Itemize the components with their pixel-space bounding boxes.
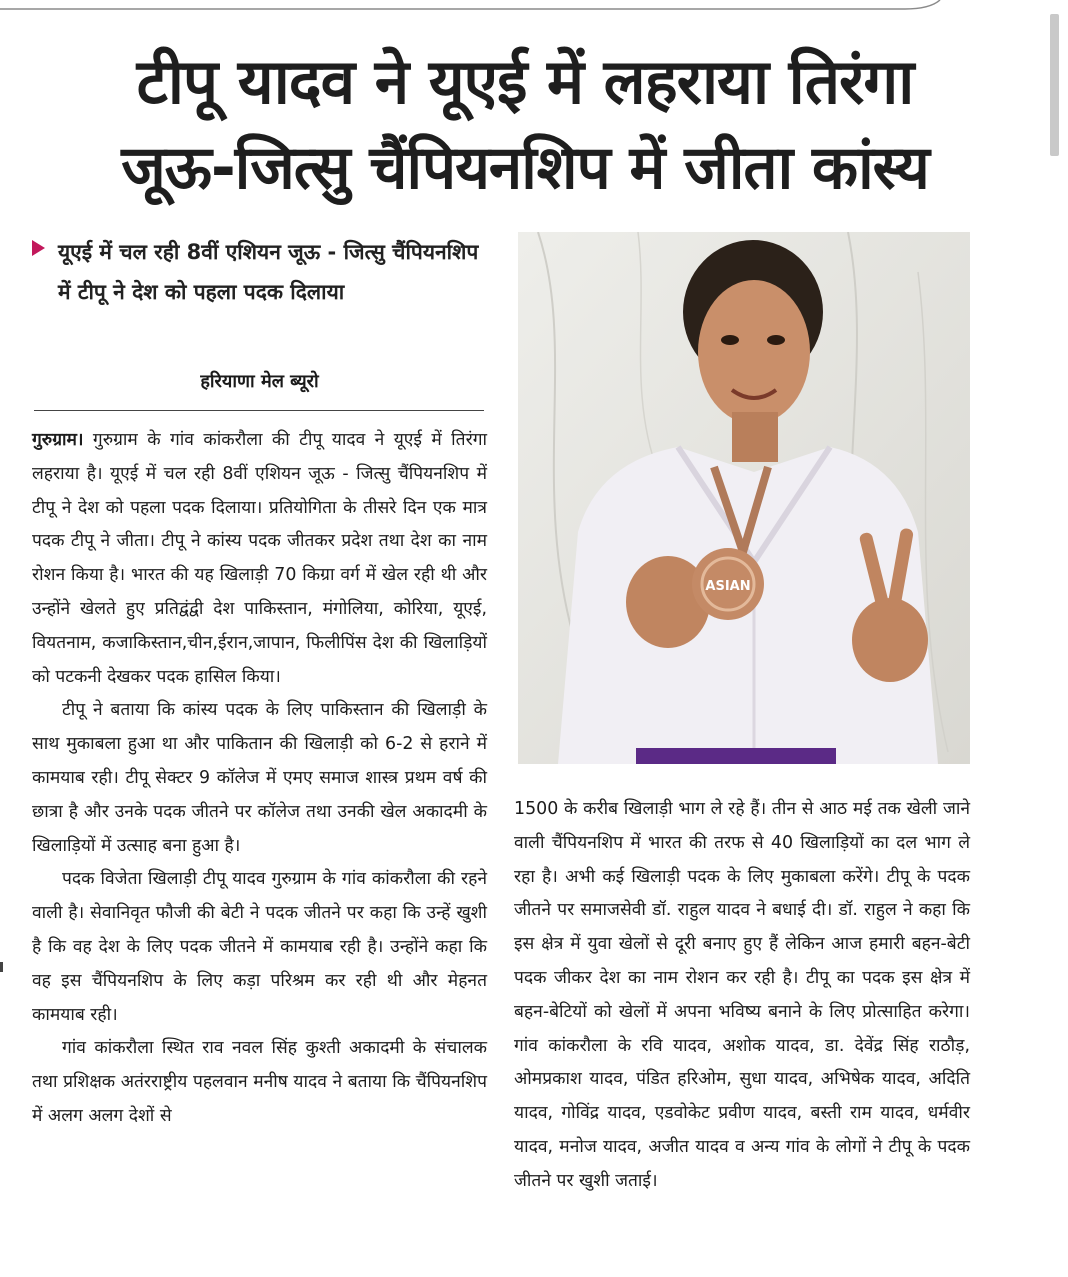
dateline: गुरुग्राम।	[32, 430, 84, 450]
deck-text: यूएई में चल रही 8वीं एशियन जूऊ - जित्सु चैंपियनशिप में टीपू ने देश को पहला पदक दिलाया	[58, 240, 479, 304]
deck	[32, 232, 487, 312]
article-column-2	[514, 793, 970, 1199]
headline-line-2: जूऊ-जित्सु चैंपियनशिप में जीता कांस्य	[121, 133, 929, 203]
scrollbar-thumb[interactable]	[1050, 14, 1059, 156]
headline-line-1: टीपू यादव ने यूएई में लहराया तिरंगा	[136, 45, 914, 118]
play-arrow-icon	[32, 240, 45, 256]
byline-rule	[34, 410, 484, 411]
paragraph-5: 1500 के करीब खिलाड़ी भाग ले रहे हैं। तीन से आठ मई तक खेली जाने वाली चैंपियनशिप में भारत की तरफ से 40 खिलाड़ियों का दल भाग ले रहा है। अभी कई खिलाड़ी पदक के लिए मुकाबला करेंगे। टीपू के पदक जीतने पर समाजसेवी डॉ. राहुल यादव ने बधाई दी। डॉ. राहुल ने कहा कि इस क्षेत्र में युवा खेलों से दूरी बनाए हुए हैं लेकिन आज हमारी बहन-बेटी पदक जीकर देश का नाम रोशन कर रही है। टीपू का पदक इस क्षेत्र में बहन-बेटियों को खेलों में अपना भविष्य बनाने के लिए प्रोत्साहित करेगा। गांव कांकरौला के रवि यादव, अशोक यादव, डा. देवेंद्र सिंह राठौड़, ओमप्रकाश यादव, पंडित हरिओम, सुधा यादव, अभिषेक यादव, अदिति यादव, गोविंद्र यादव, एडवोकेट प्रवीण यादव, बस्ती राम यादव, धर्मवीर यादव, मनोज यादव, अजीत यादव व अन्य गांव के लोगों ने टीपू के पदक जीतने पर खुशी जताई।	[514, 799, 970, 1191]
paragraph-4: गांव कांकरौला स्थित राव नवल सिंह कुश्ती अकादमी के संचालक तथा प्रशिक्षक अतंरराष्ट्रीय पहलवान मनीष यादव ने बताया कि चैंपियनशिप में अलग अलग देशों से	[32, 1038, 487, 1126]
athlete-photo	[518, 232, 970, 764]
paragraph-2: टीपू ने बताया कि कांस्य पदक के लिए पाकिस्तान की खिलाड़ी के साथ मुकाबला हुआ था और पाकितान की खिलाड़ी को 6-2 से हराने में कामयाब रही। टीपू सेक्टर 9 कॉलेज में एमए समाज शास्त्र प्रथम वर्ष की छात्रा है और उनके पदक जीतने पर कॉलेज तथा उनकी खेल अकादमी के खिलाड़ियों में उत्साह बना हुआ है।	[32, 700, 487, 856]
page-top-edge	[0, 0, 1068, 12]
byline: हरियाणा मेल ब्यूरो	[200, 371, 319, 392]
medal-text: ASIAN	[705, 579, 751, 594]
page-edge-mark	[0, 962, 3, 972]
paragraph-3: पदक विजेता खिलाड़ी टीपू यादव गुरुग्राम के गांव कांकरौला की रहने वाली है। सेवानिवृत फौजी की बेटी ने पदक जीतने पर कहा कि उन्हें खुशी है कि वह देश के लिए पदक जीतने में कामयाब रही है। उन्होंने कहा कि वह इस चैंपियनशिप के लिए कड़ा परिश्रम कर रही थी और मेहनत कामयाब रही।	[32, 869, 487, 1025]
paragraph-1-text: गुरुग्राम के गांव कांकरौला की टीपू यादव ने यूएई में तिरंगा लहराया है। यूएई में चल रही 8वीं एशियन जूऊ - जित्सु चैंपियनशिप में टीपू ने देश को पहला पदक दिलाया। प्रतियोगिता के तीसरे दिन एक मात्र पदक टीपू ने जीता। टीपू ने कांस्य पदक जीतकर प्रदेश तथा देश का नाम रोशन किया है। भारत की यह खिलाड़ी 70 किग्रा वर्ग में खेल रही थी और उन्होंने खेलते हुए प्रतिद्वंद्वी देश पाकिस्तान, मंगोलिया, कोरिया, यूएई, वियतनाम, कजाकिस्तान,चीन,ईरान,जापान, फिलीपिंस देश की खिलाड़ियों को पटकनी देखकर पदक हासिल किया।	[32, 430, 487, 687]
article-column-1	[32, 424, 487, 1134]
paragraph-1	[32, 424, 487, 694]
